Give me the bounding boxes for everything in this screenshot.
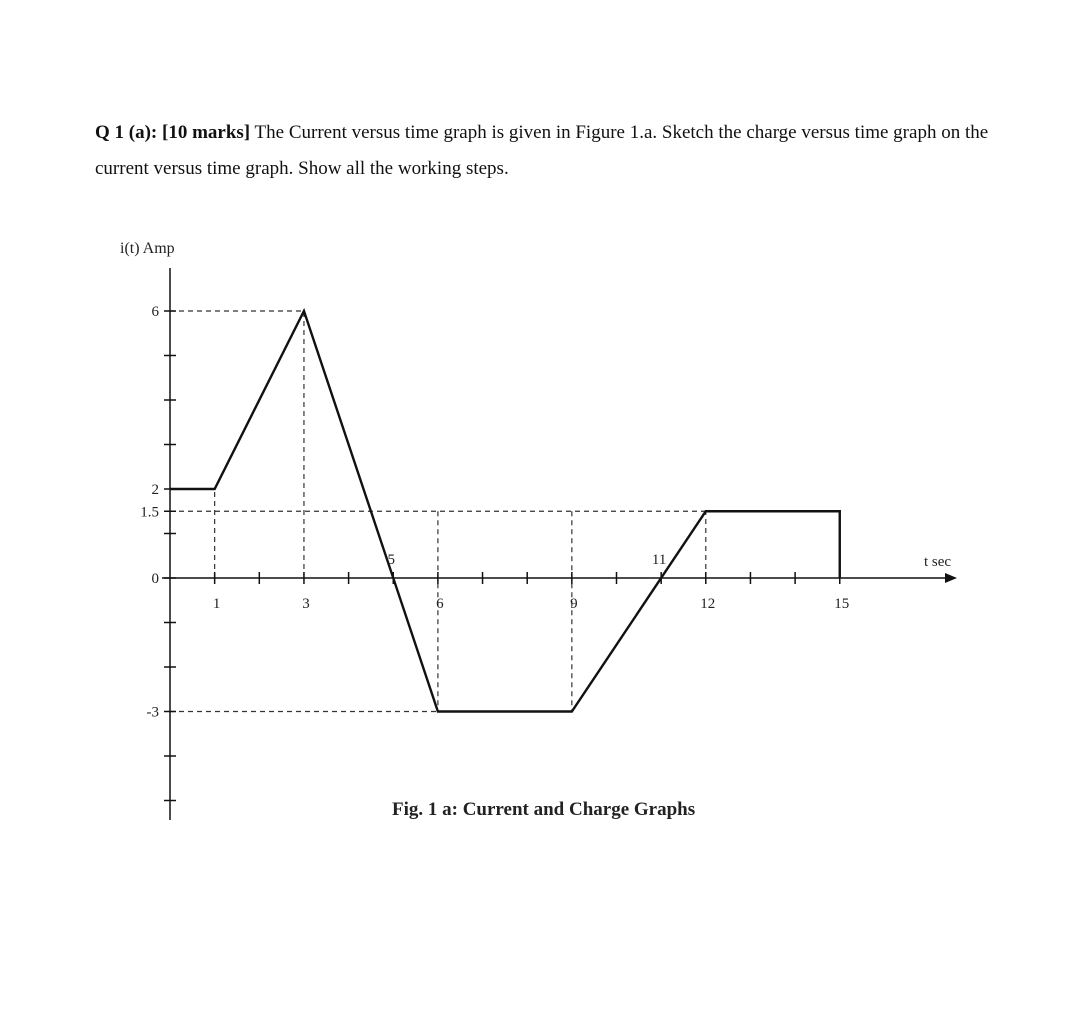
x-annotation-11: 11	[651, 552, 667, 568]
x-annotation-5: 5	[387, 552, 395, 568]
y-tick-label-1neg-5: 1.5	[140, 504, 159, 521]
x-axis-label: t sec	[924, 554, 952, 570]
y-tick-label-2: 2	[151, 482, 159, 498]
x-tick-label-12: 12	[700, 596, 716, 612]
chart-title: Fig. 1 a: Current and Charge Graphs	[392, 799, 696, 820]
x-axis-arrow	[945, 573, 957, 583]
question-body: The Current versus time graph is given in Figure 1.a. Sketch the charge versus time graph on the current versus time graph. Show all the working steps.	[95, 122, 989, 179]
axis-ticks	[164, 311, 840, 801]
y-tick-label-6: 6	[151, 304, 159, 320]
y-tick-label-neg-3: -3	[146, 704, 159, 721]
y-tick-label-0: 0	[151, 571, 159, 587]
x-tick-label-1: 1	[212, 596, 221, 612]
x-tick-label-6: 6	[436, 596, 444, 612]
guide-lines	[170, 311, 706, 712]
y-axis-label: i(t) Amp	[120, 240, 175, 257]
x-tick-label-15: 15	[834, 596, 850, 612]
x-tick-label-9: 9	[570, 596, 578, 612]
question-label: Q 1 (a): [10 marks]	[95, 122, 251, 143]
x-tick-label-3: 3	[302, 596, 310, 612]
axes	[162, 268, 957, 820]
